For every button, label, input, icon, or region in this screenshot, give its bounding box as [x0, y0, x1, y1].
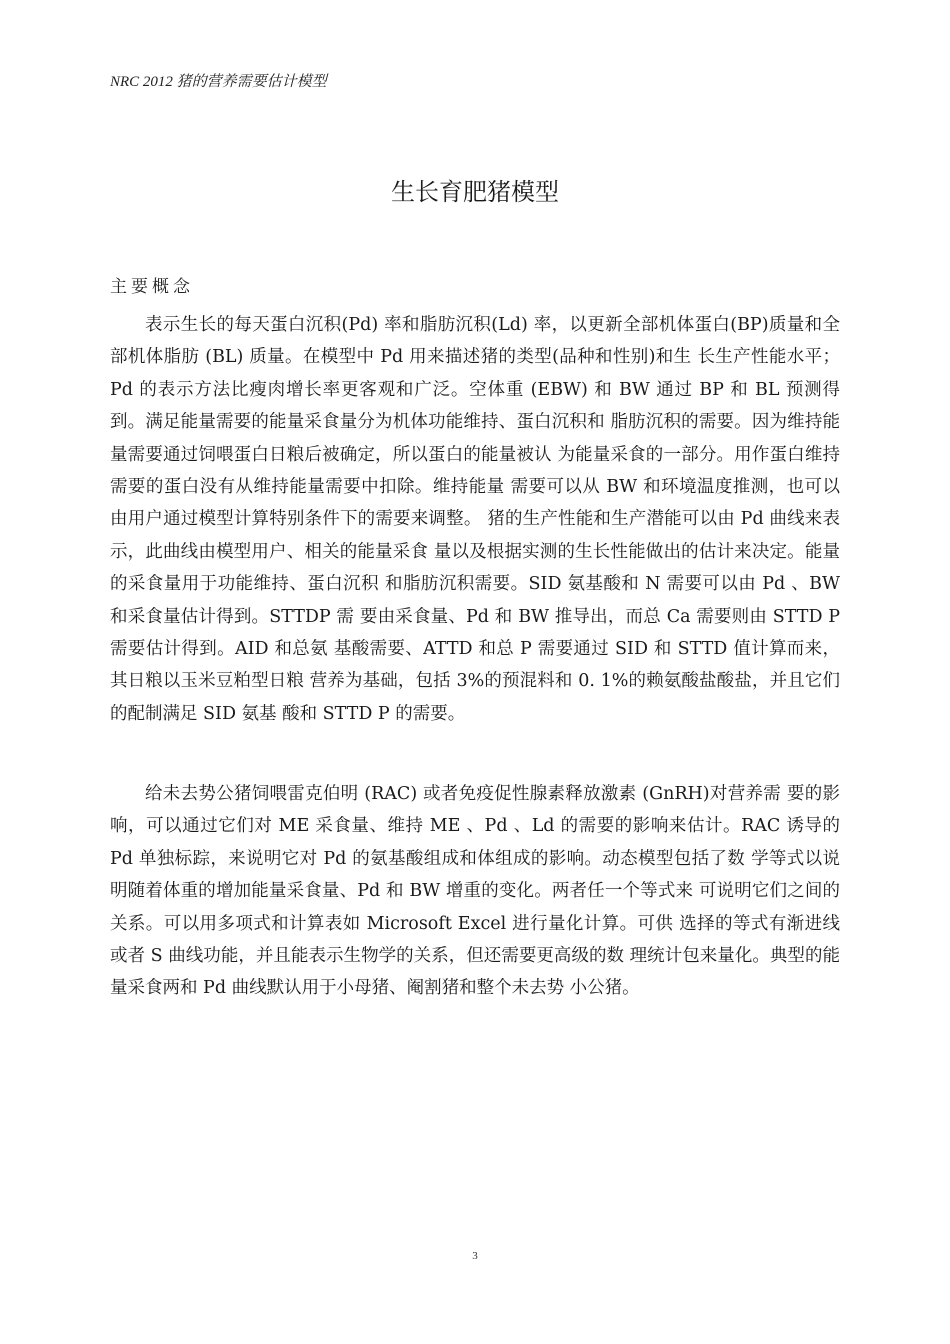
running-header: NRC 2012 猪的营养需要估计模型: [110, 74, 327, 90]
page-title: 生长育肥猪模型: [391, 178, 559, 206]
section-heading: 主要概念: [110, 277, 194, 297]
body-paragraph: 表示生长的每天蛋白沉积(Pd) 率和脂肪沉积(Ld) 率，以更新全部机体蛋白(BP)质量和全部机体脂肪 (BL) 质量。在模型中 Pd 用来描述猪的类型(品种和性别)和生 长生产性能水平；Pd 的表示方法比瘦肉增长率更客观和广泛。空体重 (EBW) 和 BW 通过 BP 和 BL 预测得到。满足能量需要的能量采食量分为机体功能维持、蛋白沉积和 脂肪沉积的需要。因为维持能量需要通过饲喂蛋白日粮后被确定，所以蛋白的能量被认 为能量采食的一部分。用作蛋白维持需要的蛋白没有从维持能量需要中扣除。维持能量 需要可以从 BW 和环境温度推测，也可以由用户通过模型计算特别条件下的需要来调整。 猪的生产性能和生产潜能可以由 Pd 曲线来表示，此曲线由模型用户、相关的能量采食 量以及根据实测的生长性能做出的估计来决定。能量的采食量用于功能维持、蛋白沉积 和脂肪沉积需要。SID 氨基酸和 N 需要可以由 Pd 、BW 和采食量估计得到。STTDP 需 要由采食量、Pd 和 BW 推导出，而总 Ca 需要则由 STTD P 需要估计得到。AID 和总氨 基酸需要、ATTD 和总 P 需要通过 SID 和 STTD 值计算而来，其日粮以玉米豆粕型日粮 营养为基础，包括 3%的预混料和 0. 1%的赖氨酸盐酸盐，并且它们的配制满足 SID 氨基 酸和 STTD P 的需要。: [110, 315, 840, 724]
body-paragraph: 给未去势公猪饲喂雷克伯明 (RAC) 或者免疫促性腺素释放激素 (GnRH)对营养需 要的影响，可以通过它们对 ME 采食量、维持 ME 、Pd 、Ld 的需要的影响来估计。RAC 诱导的 Pd 单独标踪，来说明它对 Pd 的氨基酸组成和体组成的影响。动态模型包括了数 学等式以说明随着体重的增加能量采食量、Pd 和 BW 增重的变化。两者任一个等式来 可说明它们之间的关系。可以用多项式和计算表如 Microsoft Excel 进行量化计算。可供 选择的等式有渐进线或者 S 曲线功能，并且能表示生物学的关系，但还需要更高级的数 理统计包来量化。典型的能量采食两和 Pd 曲线默认用于小母猪、阉割猪和整个未去势 小公猪。: [110, 784, 840, 999]
page-number: 3: [472, 1250, 478, 1262]
